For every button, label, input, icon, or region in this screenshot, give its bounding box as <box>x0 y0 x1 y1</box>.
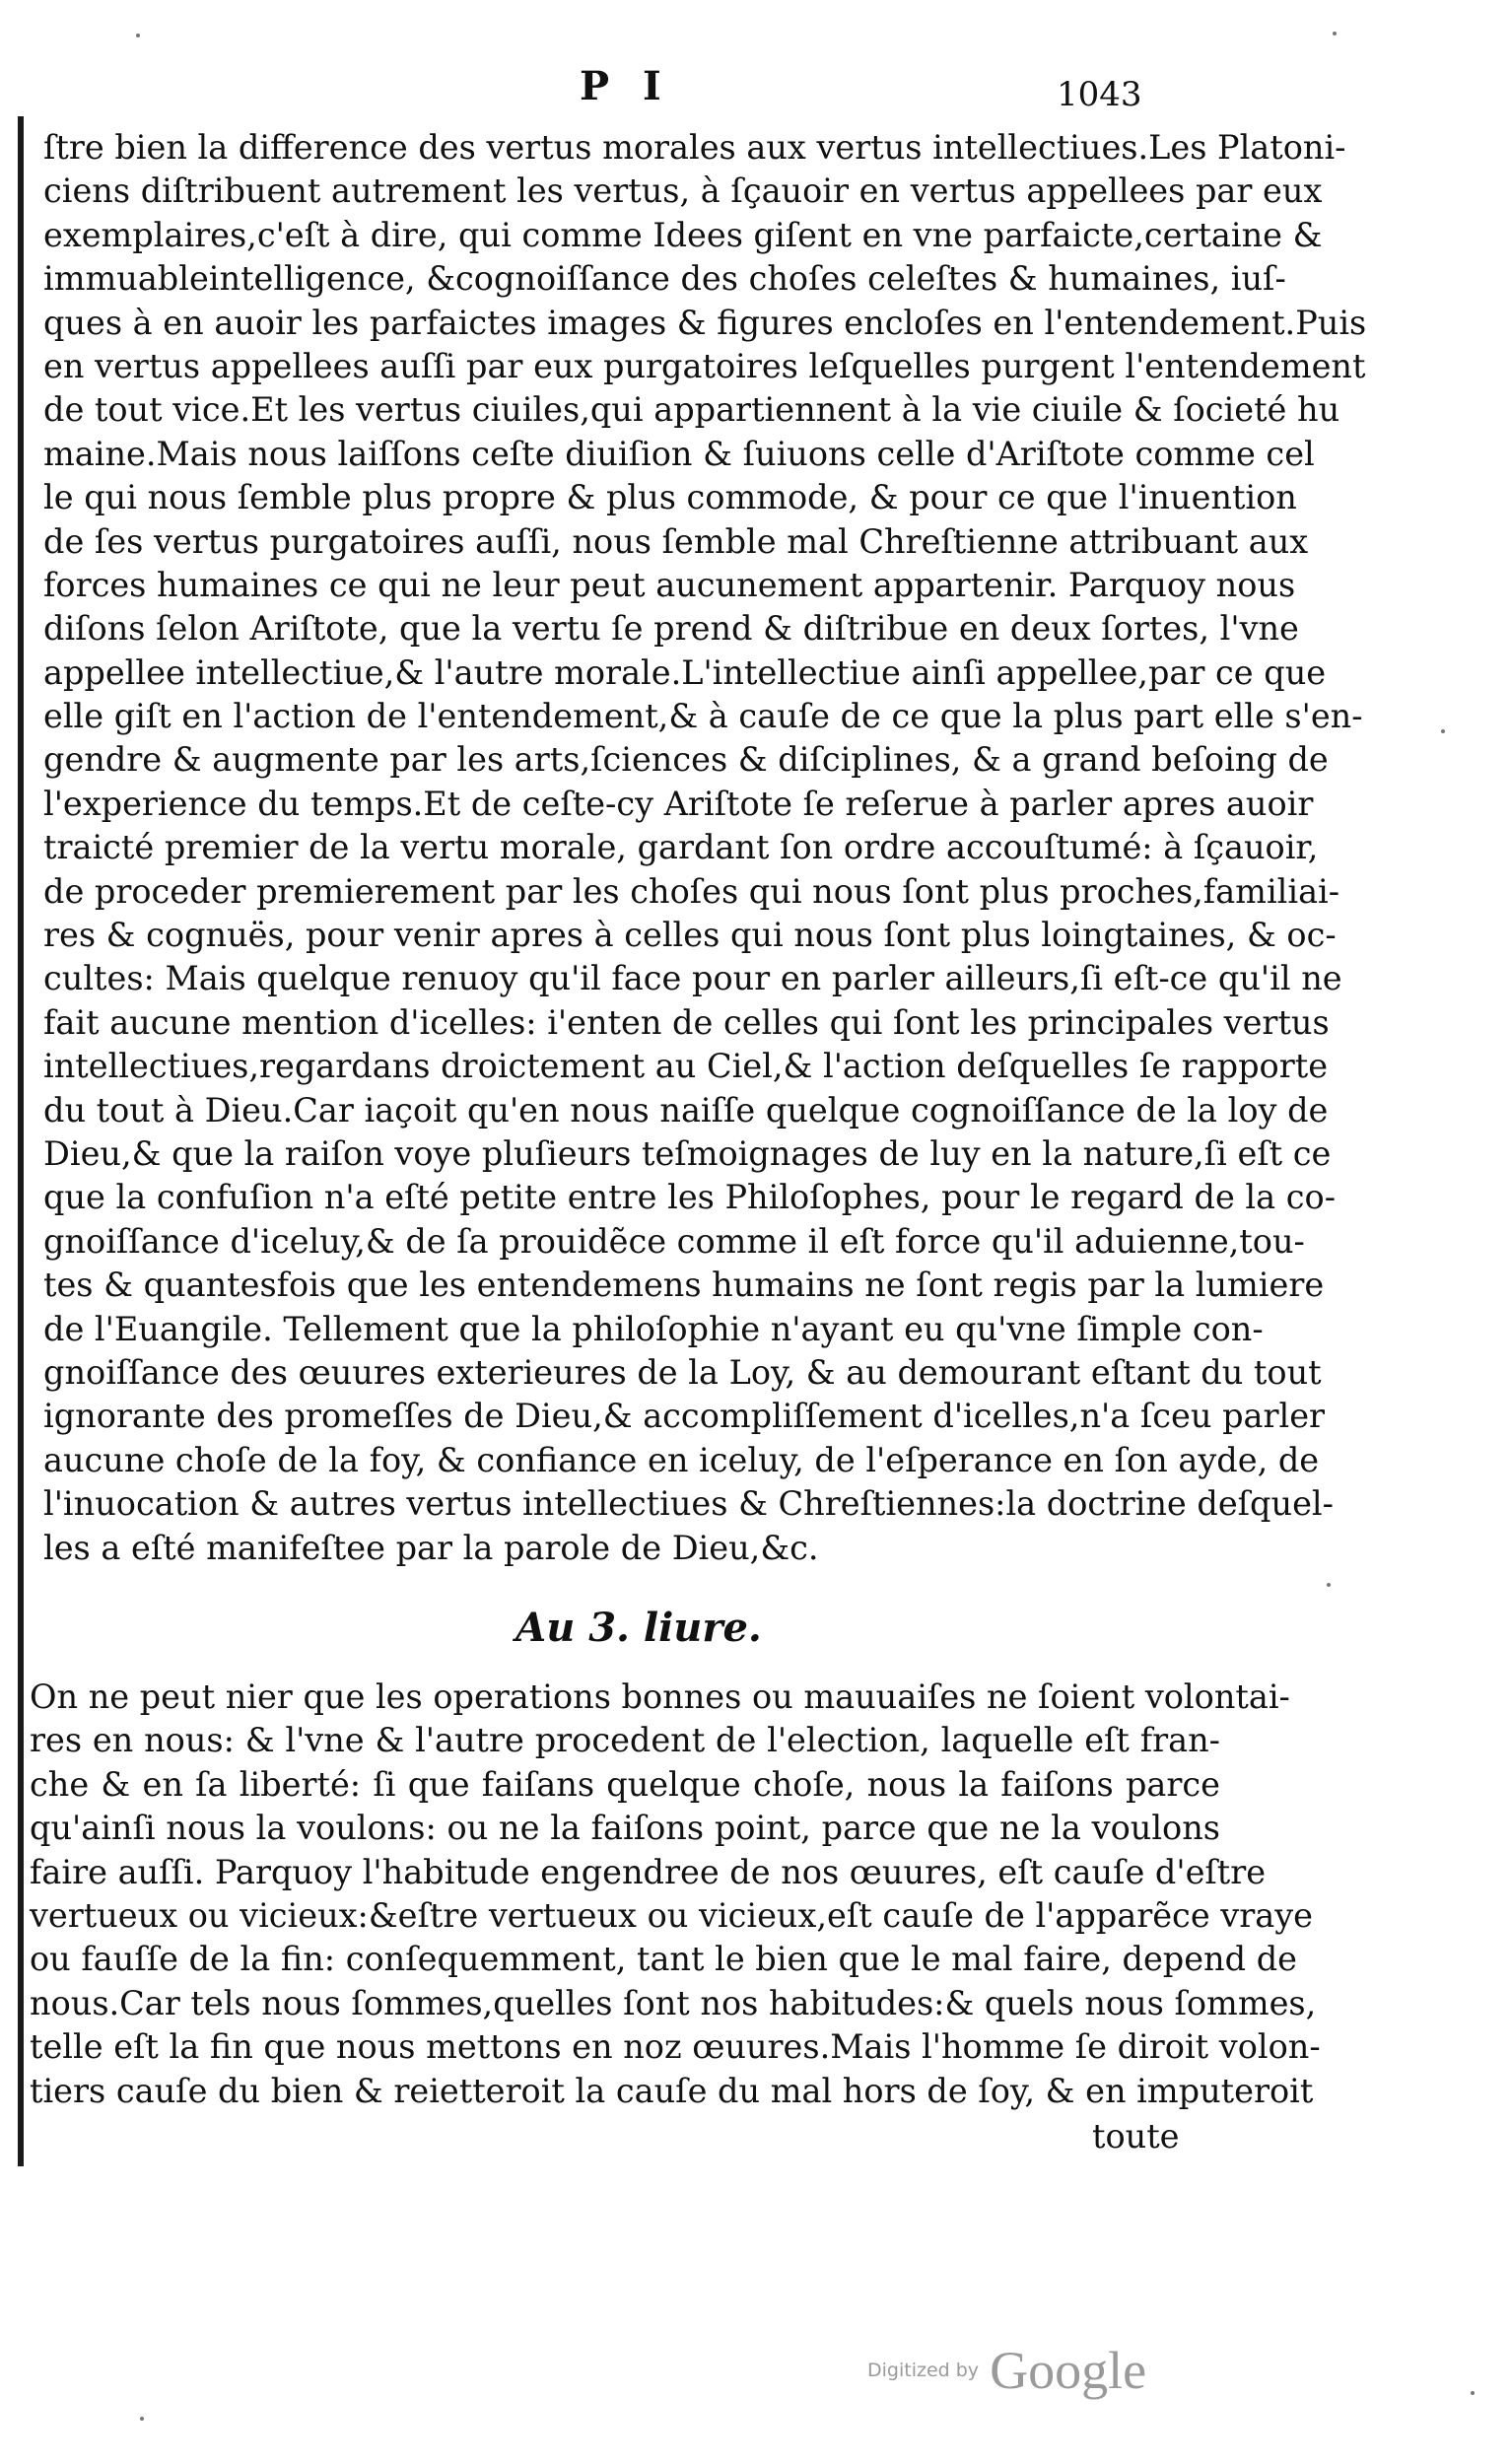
text-line: tiers cauſe du bien & reietteroit la cauſe du mal hors de ſoy, & en imputeroit <box>30 2071 1314 2110</box>
text-line: fait aucune mention d'icelles: i'enten de celles qui ſont les principales vertus <box>43 1002 1330 1042</box>
text-line: de ſes vertus purgatoires auſſi, nous ſemble mal Chreſtienne attribuant aux <box>43 521 1309 561</box>
text-line: elle giſt en l'action de l'entendement,& à cauſe de ce que la plus part elle s'en- <box>43 697 1363 736</box>
text-line: du tout à Dieu.Car iaçoit qu'en nous naiſſe quelque cognoiſſance de la loy de <box>43 1090 1329 1129</box>
text-line: res en nous: & l'vne & l'autre procedent de l'election, laquelle eſt fran- <box>30 1721 1220 1760</box>
text-line: en vertus appellees auſſi par eux purgatoires leſquelles purgent l'entendement <box>43 346 1366 385</box>
section-text <box>30 1676 1321 2113</box>
text-line: gnoiſſance d'iceluy,& de ſa prouidẽce comme il eſt force qu'il aduienne,tou- <box>43 1221 1305 1261</box>
text-line: de l'Euangile. Tellement que la philoſophie n'ayant eu qu'vne ſimple con- <box>43 1309 1264 1348</box>
text-line: che & en ſa liberté: ſi que faiſans quelque choſe, nous la faiſons parce <box>30 1764 1220 1804</box>
text-line: de tout vice.Et les vertus ciuiles,qui appartiennent à la vie ciuile & ſocieté hu <box>43 390 1340 430</box>
text-line: forces humaines ce qui ne leur peut aucunement appartenir. Parquoy nous <box>43 565 1296 604</box>
scan-speck <box>1327 1583 1331 1587</box>
text-line: ſtre bien la difference des vertus morales aux vertus intellectiues.Les Platoni- <box>43 128 1346 167</box>
text-line: On ne peut nier que les operations bonnes ou mauuaiſes ne ſoient volontai- <box>30 1677 1290 1716</box>
google-logo: Google <box>990 2341 1147 2400</box>
text-line: ignorante des promeſſes de Dieu,& accompliſſement d'icelles,n'a ſceu parler <box>43 1397 1326 1436</box>
scan-speck <box>1333 32 1337 35</box>
text-line: cultes: Mais quelque renuoy qu'il face pour en parler ailleurs,ſi eſt-ce qu'il ne <box>43 959 1342 998</box>
text-line: faire auſſi. Parquoy l'habitude engendree de nos œuures, eſt cauſe d'eſtre <box>30 1852 1267 1891</box>
text-line: les a eſté manifeſtee par la parole de Dieu,&c. <box>43 1528 819 1567</box>
text-line: vertueux ou vicieux:&eſtre vertueux ou vicieux,eſt cauſe de l'apparẽce vraye <box>30 1895 1313 1935</box>
text-line: ou fauſſe de la fin: conſequemment, tant le bien que le mal faire, depend de <box>30 1940 1297 1979</box>
text-line: l'experience du temps.Et de ceſte-cy Ariſtote ſe reſerue à parler apres auoir <box>43 784 1314 823</box>
text-line: le qui nous ſemble plus propre & plus commode, & pour ce que l'inuention <box>43 478 1297 517</box>
page-number: 1043 <box>1057 75 1142 114</box>
text-line: Dieu,& que la raiſon voye pluſieurs teſmoignages de luy en la nature,ſi eſt ce <box>43 1133 1332 1173</box>
catchword: toute <box>1092 2117 1180 2156</box>
scan-speck <box>140 2417 144 2421</box>
text-line: intellectiues,regardans droictement au Ciel,& l'action deſquelles ſe rapporte <box>43 1047 1329 1086</box>
text-line: diſons ſelon Ariſtote, que la vertu ſe prend & diſtribue en deux ſortes, l'vne <box>43 609 1299 649</box>
text-line: res & cognuës, pour venir apres à celles qui nous ſont plus loingtaines, & oc- <box>43 916 1337 955</box>
text-line: gnoiſſance des œuures exterieures de la Loy, & au demourant eſtant du tout <box>43 1352 1322 1392</box>
scan-speck <box>1471 2391 1475 2395</box>
running-title: P I <box>580 63 671 109</box>
text-line: ques à en auoir les parfaictes images & figures encloſes en l'entendement.Puis <box>43 303 1367 342</box>
text-line: l'inuocation & autres vertus intellectiues & Chreſtiennes:la doctrine deſquel- <box>43 1484 1334 1524</box>
text-line: maine.Mais nous laiſſons ceſte diuiſion & ſuiuons celle d'Ariſtote comme cel <box>43 434 1315 473</box>
text-line: appellee intellectiue,& l'autre morale.L'intellectiue ainſi appellee,par ce que <box>43 652 1327 692</box>
text-line: tes & quantesfois que les entendemens humains ne ſont regis par la lumiere <box>43 1266 1325 1305</box>
text-line: immuableintelligence, &cognoiſſance des choſes celeſtes & humaines, iuſ- <box>43 259 1286 299</box>
text-line: exemplaires,c'eſt à dire, qui comme Idees giſent en vne parfaicte,certaine & <box>43 215 1323 254</box>
scan-speck <box>1441 729 1445 733</box>
section-heading: Au 3. liure. <box>515 1605 762 1651</box>
text-line: que la confuſion n'a eſté petite entre les Philoſophes, pour le regard de la co- <box>43 1178 1337 1217</box>
body-text <box>43 126 1367 1570</box>
digitized-watermark <box>867 2340 1146 2401</box>
text-line: nous.Car tels nous ſommes,quelles ſont nos habitudes:& quels nous ſommes, <box>30 1983 1317 2022</box>
binding-edge-rule <box>18 116 24 2166</box>
text-line: de proceder premierement par les choſes qui nous ſont plus proches,familiai- <box>43 871 1340 911</box>
watermark-prefix: Digitized by <box>867 2360 980 2381</box>
text-line: ciens diſtribuent autrement les vertus, à ſçauoir en vertus appellees par eux <box>43 171 1323 211</box>
text-line: aucune choſe de la foy, & confiance en iceluy, de l'eſperance en ſon ayde, de <box>43 1440 1320 1479</box>
running-head <box>0 63 1510 122</box>
scan-speck <box>136 34 140 37</box>
text-line: traicté premier de la vertu morale, gardant ſon ordre accouſtumé: à ſçauoir, <box>43 828 1319 867</box>
text-line: gendre & augmente par les arts,ſciences & diſciplines, & a grand beſoing de <box>43 740 1329 780</box>
text-line: qu'ainſi nous la voulons: ou ne la faiſons point, parce que ne la voulons <box>30 1809 1220 1848</box>
text-line: telle eſt la fin que nous mettons en noz œuures.Mais l'homme ſe diroit volon- <box>30 2027 1321 2067</box>
